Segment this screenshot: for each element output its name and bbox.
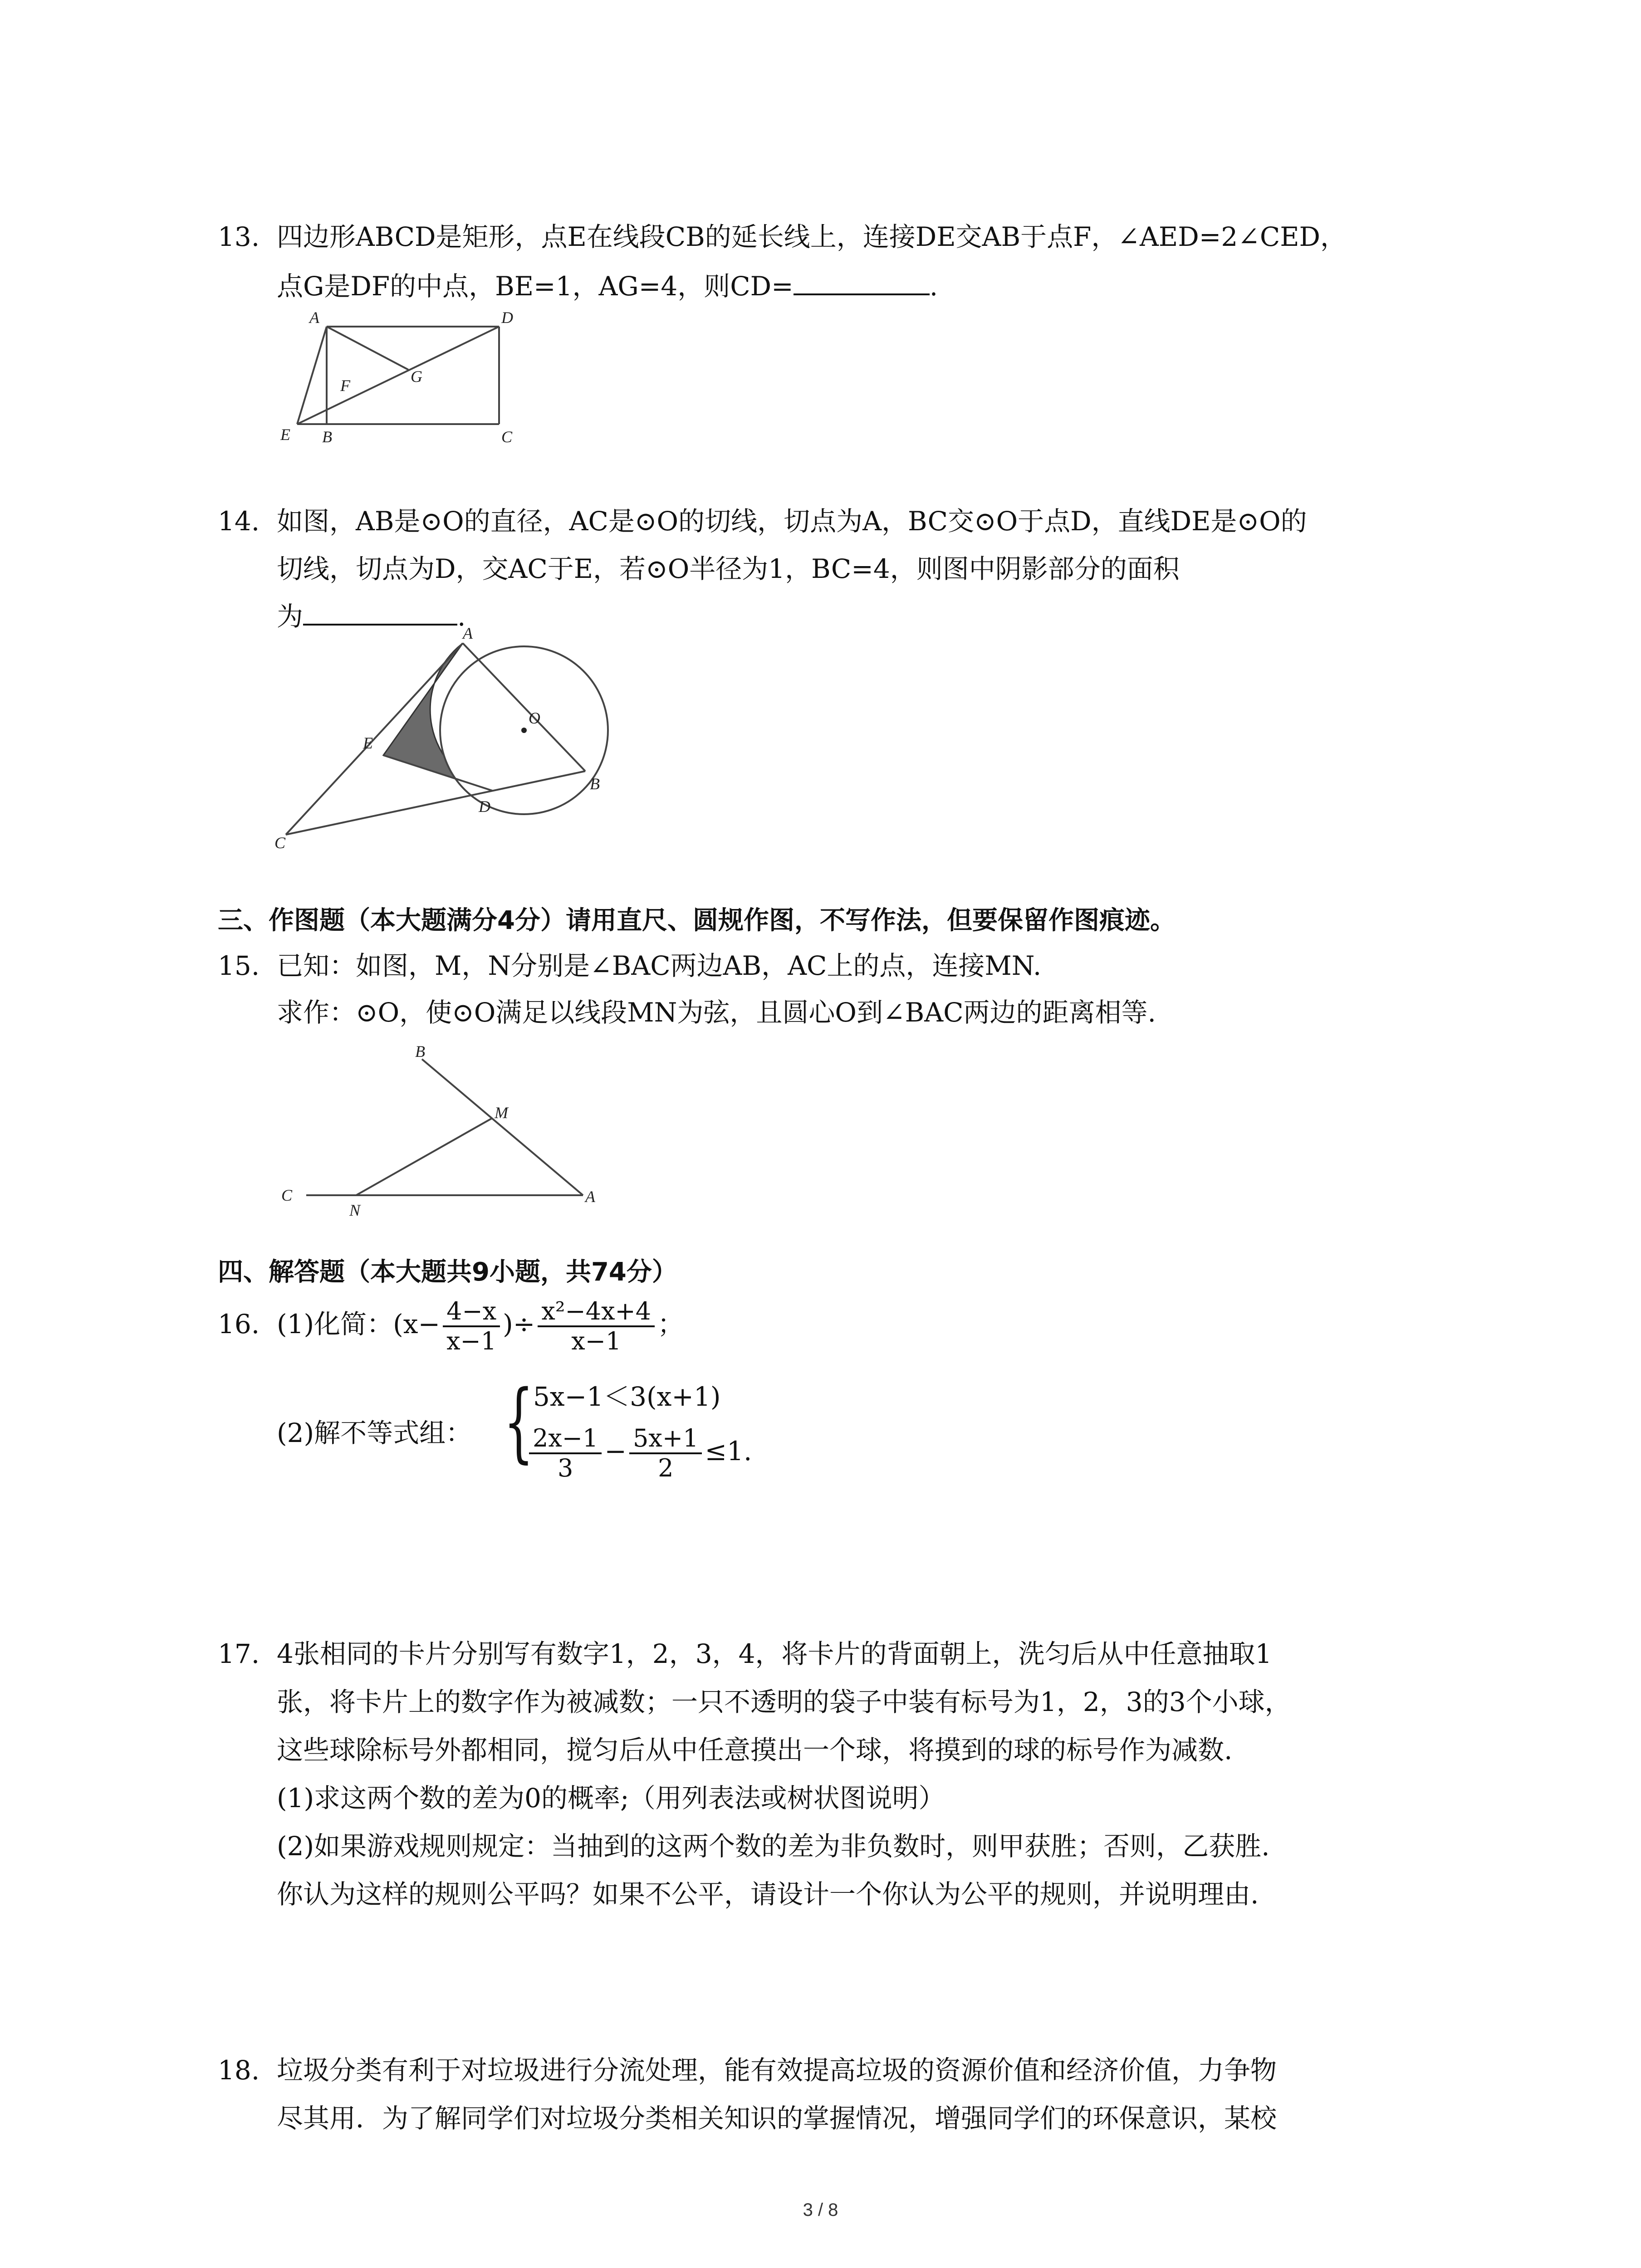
- q14-center-dot: [521, 728, 527, 733]
- q13-label-G: G: [411, 367, 422, 386]
- q16-system-brace: {: [504, 1372, 534, 1472]
- q15-label-M: M: [495, 1104, 508, 1122]
- q17-line6: 你认为这样的规则公平吗？如果不公平，请设计一个你认为公平的规则，并说明理由.: [277, 1879, 1259, 1910]
- q14-label-B: B: [590, 775, 600, 793]
- q17-part1: (1)求这两个数的差为0的概率;（用列表法或树状图说明）: [277, 1783, 945, 1813]
- q14-text-line1: 如图，AB是⊙O的直径，AC是⊙O的切线，切点为A，BC交⊙O于点D，直线DE是⊙O的: [277, 506, 1307, 537]
- page-number: 3 / 8: [803, 2200, 838, 2220]
- q18-number: 18.: [218, 2055, 260, 2086]
- q13-text-line2: 点G是DF的中点，BE=1，AG=4，则CD=: [277, 271, 794, 302]
- q14-line3: 为 .: [277, 601, 466, 632]
- q16-fraction-1: $\frac{4-x}{x-1}$: [443, 1297, 500, 1355]
- q15-segment-MN: [356, 1118, 492, 1195]
- q13-line1: [218, 221, 1347, 253]
- q17-number: 17.: [218, 1638, 260, 1669]
- q14-label-O: O: [529, 709, 540, 727]
- q15-text-line2: 求作：⊙O，使⊙O满足以线段MN为弦，且圆心O到∠BAC两边的距离相等.: [277, 997, 1156, 1028]
- q15-text-line1: 已知：如图，M，N分别是∠BAC两边AB，AC上的点，连接MN.: [277, 950, 1042, 981]
- q14-text-line2: 切线，切点为D，交AC于E，若⊙O半径为1，BC=4，则图中阴影部分的面积: [277, 553, 1180, 584]
- q13-label-C: C: [501, 428, 513, 446]
- q13-answer-blank[interactable]: [794, 289, 930, 295]
- q17-line1: 17. 4张相同的卡片分别写有数字1，2，3，4，将卡片的背面朝上，洗匀后从中任意抽取1: [218, 1638, 1272, 1669]
- section3-heading: 三、作图题（本大题满分4分）请用直尺、圆规作图，不写作法，但要保留作图痕迹。: [218, 906, 1176, 935]
- q13-label-B: B: [322, 428, 332, 446]
- q15-label-B: B: [415, 1042, 425, 1061]
- q14-figure: [272, 624, 617, 852]
- q14-answer-blank[interactable]: [303, 619, 457, 626]
- q13-label-A: A: [309, 308, 319, 327]
- q15-number: 15.: [218, 950, 260, 981]
- q16-part1: 16. (1)化简：(x− $\frac{4-x}{x-1}$ )÷ $\frac{\text{x²−4x+4}}{x-1}$ ；: [218, 1297, 684, 1356]
- q13-segment-AG: [327, 327, 408, 370]
- section4-heading: 四、解答题（本大题共9小题，共74分）: [218, 1257, 677, 1287]
- q14-line-AC: [286, 643, 463, 835]
- q15-line1: [218, 950, 1041, 982]
- q16-fraction-2: $\frac{\text{x²−4x+4}}{x-1}$: [538, 1297, 655, 1355]
- q14-number: 14.: [218, 506, 260, 537]
- q13-segment-EA: [297, 327, 327, 424]
- q16-number: 16.: [218, 1309, 260, 1340]
- q14-label-E: E: [363, 734, 373, 752]
- q14-line1: [218, 506, 1307, 538]
- q15-label-C: C: [281, 1186, 293, 1204]
- q16-part2-label: (2)解不等式组：: [277, 1418, 472, 1448]
- q13-label-D: D: [501, 308, 513, 327]
- q13-line2: 点G是DF的中点，BE=1，AG=4，则CD= .: [277, 271, 938, 302]
- q14-label-D: D: [479, 797, 490, 816]
- q14-label-A: A: [463, 624, 473, 642]
- q13-figure: [272, 308, 526, 445]
- q16-inequality-1: 5x−1＜3(x+1): [533, 1381, 721, 1412]
- q13-text-line1: 四边形ABCD是矩形，点E在线段CB的延长线上，连接DE交AB于点F，∠AED=2∠CED，: [277, 221, 1347, 252]
- q15-figure: [272, 1039, 617, 1225]
- q17-line3: 这些球除标号外都相同，搅匀后从中任意摸出一个球，将摸到的球的标号作为减数.: [277, 1735, 1233, 1765]
- q16-ineq-fraction-1: $\frac{2x-1}{3}$: [529, 1424, 602, 1482]
- q18-line1: 18. 垃圾分类有利于对垃圾进行分流处理，能有效提高垃圾的资源价值和经济价值，力争物: [218, 2055, 1277, 2086]
- q15-label-A: A: [585, 1188, 595, 1206]
- q18-line2: 尽其用．为了解同学们对垃圾分类相关知识的掌握情况，增强同学们的环保意识，某校: [277, 2103, 1277, 2134]
- q16-ineq-fraction-2: $\frac{5x+1}{2}$: [629, 1424, 702, 1482]
- q13-number: 13.: [218, 221, 260, 252]
- q14-label-C: C: [274, 834, 286, 852]
- q15-label-N: N: [349, 1201, 361, 1219]
- q15-ray-AB: [422, 1059, 583, 1195]
- q14-line2: [277, 553, 1180, 585]
- q17-line2: 张，将卡片上的数字作为被减数；一只不透明的袋子中装有标号为1，2，3的3个小球，: [277, 1686, 1291, 1717]
- q13-label-F: F: [340, 376, 350, 395]
- q17-part2: (2)如果游戏规则规定：当抽到的这两个数的差为非负数时，则甲获胜；否则，乙获胜.: [277, 1831, 1270, 1862]
- q16-inequality-2: $\frac{2x-1}{3}$ − $\frac{5x+1}{2}$ ≤1.: [526, 1424, 752, 1482]
- q15-line2: [277, 997, 1156, 1029]
- q13-label-E: E: [280, 425, 290, 444]
